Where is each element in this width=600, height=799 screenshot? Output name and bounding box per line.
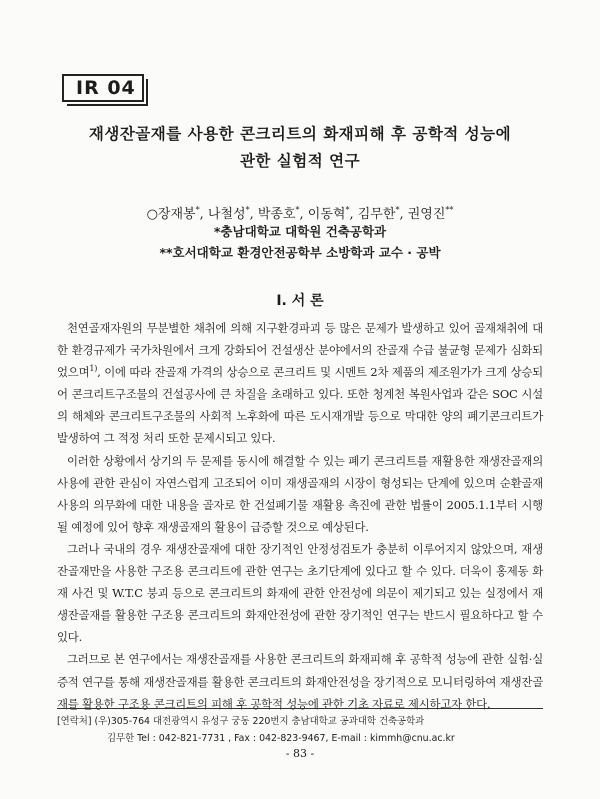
author-name: 권영진 (407, 207, 446, 222)
paragraph-text-cont: , 이에 따라 잔골재 가격의 상승으로 콘크리트 및 시멘트 2차 제품의 제조원가가 크게 상승되어 콘크리트구조물의 건설공사에 큰 차질을 초래하고 있다. 또한 청계천 복원사업과 같은 SOC 시설의 해체와 콘크리트구조물의 사회적 노후화에 따른 도시재개발 등으로 막대한 양의 폐기콘크리트가 발생하여 그 적정 처리 또한 문제시되고 있다. (57, 365, 543, 446)
author-1 (147, 207, 208, 222)
author-mark: * (345, 205, 350, 215)
author-2 (208, 207, 258, 222)
author-name: 나철성 (207, 207, 246, 222)
affiliation-1: *충남대학교 대학원 건축공학과 (213, 224, 387, 239)
paragraph-3 (57, 538, 543, 648)
author-name: ○장재봉 (146, 207, 196, 222)
contact-address: [연락처] (우)305-764 대전광역시 유성구 궁동 220번지 충남대학교 공과대학 건축공학과 (57, 716, 425, 727)
paper-title-line1: 재생잔골재를 사용한 콘크리트의 화재피해 후 공학적 성능에 (88, 125, 512, 143)
paragraph-1 (57, 317, 543, 450)
paragraph-text: 그러나 국내의 경우 재생잔골재에 대한 장기적인 안정성검토가 충분히 이루어지지 않았으며, 재생잔골재만을 사용한 구조용 콘크리트에 관한 연구는 초기단계에 있다고 할 수 있다. 더욱이 홍제동 화재 사건 및 W.T.C 붕괴 등으로 콘크리트의 화재에 관한 안전성에 의문이 제기되고 있는 실정에서 재생잔골재를 활용한 구조용 콘크리트의 화재안전성에 관한 장기적인 연구는 반드시 필요하다고 할 수 있다. (57, 541, 543, 645)
author-mark: * (395, 205, 400, 215)
body-text (57, 317, 543, 715)
author-4 (308, 207, 358, 222)
page-number: - 83 - (285, 747, 315, 760)
author-separator: , (299, 207, 308, 222)
reference-mark: 1) (89, 364, 98, 374)
paragraph-text: 천연골재자원의 무분별한 채취에 의해 지구환경파괴 등 많은 문제가 발생하고 있어 골재채취에 대한 환경규제가 국가차원에서 크게 강화되어 건설생산 분야에서의 잔골재 수급 불균형 문제가 심화되었으며 (57, 321, 543, 380)
author-mark: * (295, 205, 300, 215)
author-6 (408, 207, 454, 222)
paragraph-2 (57, 450, 543, 538)
footnote-divider (57, 708, 543, 709)
author-mark: * (195, 205, 200, 215)
author-name: 이동혁 (307, 207, 346, 222)
author-list (40, 203, 560, 222)
paragraph-4 (57, 648, 543, 714)
affiliation-2: **호서대학교 환경안전공학부 소방학과 교수 · 공박 (159, 245, 441, 260)
author-separator: , (349, 207, 358, 222)
author-name: 박종호 (257, 207, 296, 222)
paragraph-text: 이러한 상황에서 상기의 두 문제를 동시에 해결할 수 있는 폐기 콘크리트를 재활용한 재생잔골재의 사용에 관한 관심이 자연스럽게 고조되어 이미 재생골재의 시장이 형성되는 단계에 있으며 순환골재 사용의 의무화에 대한 내용을 골자로 한 건설폐기물 재활용 촉진에 관한 법률이 2005.1.1부터 시행될 예정에 있어 향후 재생골재의 활용이 급증할 것으로 예상된다. (57, 453, 543, 534)
contact-footnote (57, 713, 543, 747)
paragraph-text: 그러므로 본 연구에서는 재생잔골재를 사용한 콘크리트의 화재피해 후 공학적 성능에 관한 실험·실증적 연구를 통해 재생잔골재를 활용한 콘크리트의 화재안전성을 장기적으로 모니터링하여 재생잔골재를 활용한 구조용 콘크리트의 피해 후 공학적 성능에 관한 기초 자료로 제시하고자 한다. (57, 652, 543, 711)
paper-tag: IR 04 (62, 74, 144, 102)
author-name: 김무한 (357, 207, 396, 222)
author-5 (358, 207, 408, 222)
author-3 (258, 207, 308, 222)
author-separator: , (199, 207, 208, 222)
author-mark: ** (445, 205, 454, 215)
contact-details: 김무한 Tel : 042-821-7731 , Fax : 042-823-9467, E-mail : kimmh@cnu.ac.kr (107, 733, 455, 744)
author-mark: * (245, 205, 250, 215)
author-separator: , (249, 207, 258, 222)
paper-title-line2: 관한 실험적 연구 (239, 152, 361, 170)
section-heading: Ⅰ. 서 론 (276, 293, 324, 309)
author-separator: , (399, 207, 408, 222)
